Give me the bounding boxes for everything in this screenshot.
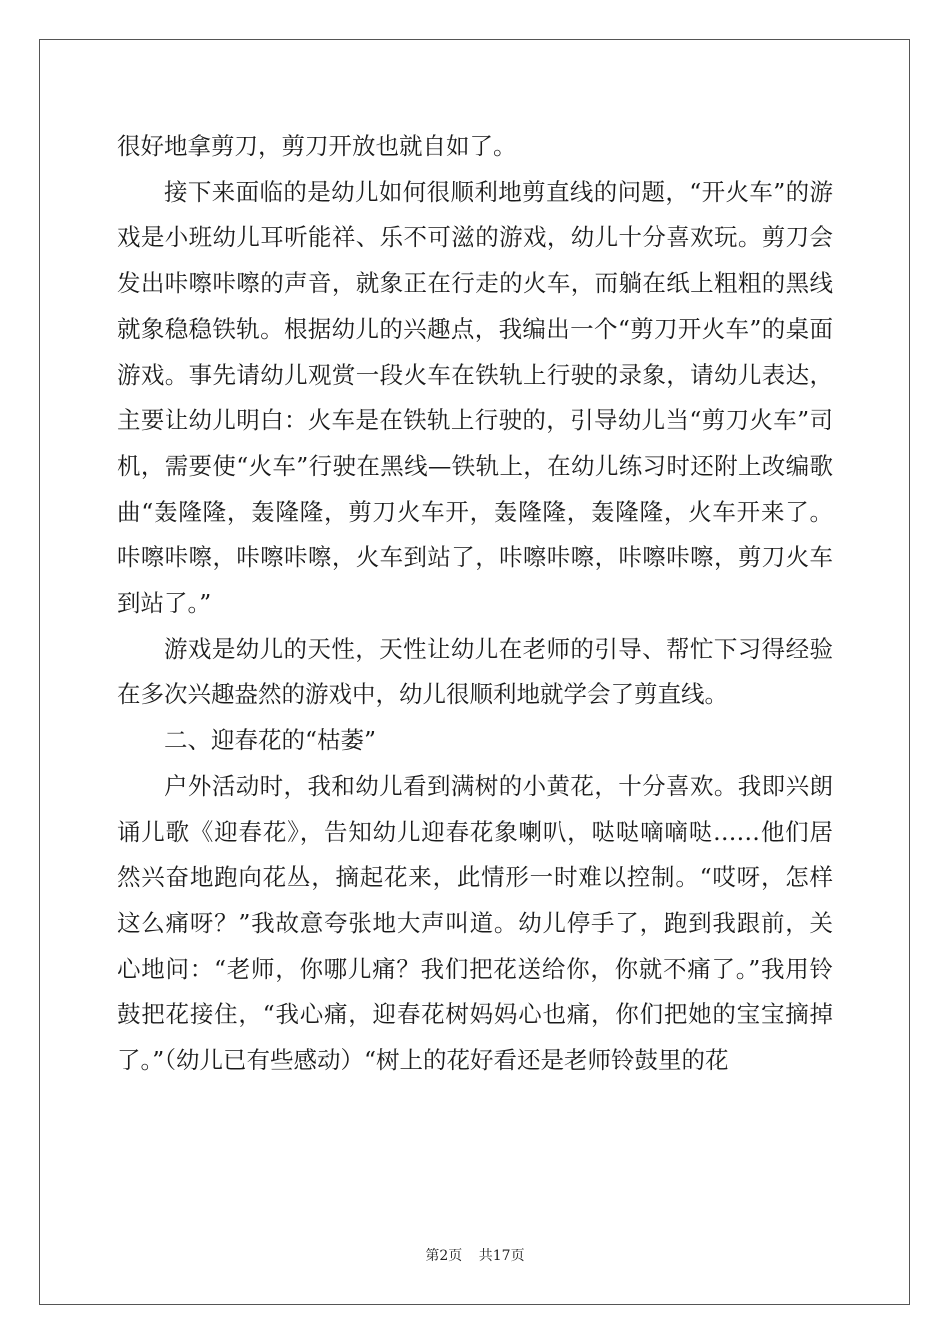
paragraph-spring-flowers: 户外活动时，我和幼儿看到满树的小黄花，十分喜欢。我即兴朗诵儿歌《迎春花》，告知幼儿迎春花象喇叭，哒哒嘀嘀哒……他们居然兴奋地跑向花丛，摘起花来，此情形一时难以控制。“哎呀，怎样这么痛呀？”我故意夸张地大声叫道。幼儿停手了，跑到我跟前，关心地问：“老师，你哪儿痛？我们把花送给你，你就不痛了。”我用铃鼓把花接住，“我心痛，迎春花树妈妈心也痛，你们把她的宝宝摘掉了。”（幼儿已有些感动）“树上的花好看还是老师铃鼓里的花 <box>117 771 833 1075</box>
paragraph-continuation: 很好地拿剪刀，剪刀开放也就自如了。 <box>117 132 517 160</box>
section-heading: 二、迎春花的“枯萎” <box>164 726 377 755</box>
paragraph-train-game: 接下来面临的是幼儿如何很顺利地剪直线的问题，“开火车”的游戏是小班幼儿耳听能祥、乐不可滋的游戏，幼儿十分喜欢玩。剪刀会发出咔嚓咔嚓的声音，就象正在行走的火车，而躺在纸上粗粗的黑线就象稳稳铁轨。根据幼儿的兴趣点，我编出一个“剪刀开火车”的桌面游戏。事先请幼儿观赏一段火车在铁轨上行驶的录象，请幼儿表达，主要让幼儿明白：火车是在铁轨上行驶的，引导幼儿当“剪刀火车”司机，需要使“火车”行驶在黑线—铁轨上，在幼儿练习时还附上改编歌曲“轰隆隆，轰隆隆，剪刀火车开，轰隆隆，轰隆隆，火车开来了。咔嚓咔嚓，咔嚓咔嚓，火车到站了，咔嚓咔嚓，咔嚓咔嚓，剪刀火车到站了。” <box>117 177 833 618</box>
page-footer <box>0 1245 950 1265</box>
page-total: 共17页 <box>478 1248 525 1264</box>
page-number: 第2页 <box>425 1248 463 1264</box>
paragraph-game-nature: 游戏是幼儿的天性，天性让幼儿在老师的引导、帮忙下习得经验在多次兴趣盎然的游戏中，幼儿很顺利地就学会了剪直线。 <box>117 634 833 709</box>
document-body <box>117 124 833 1084</box>
